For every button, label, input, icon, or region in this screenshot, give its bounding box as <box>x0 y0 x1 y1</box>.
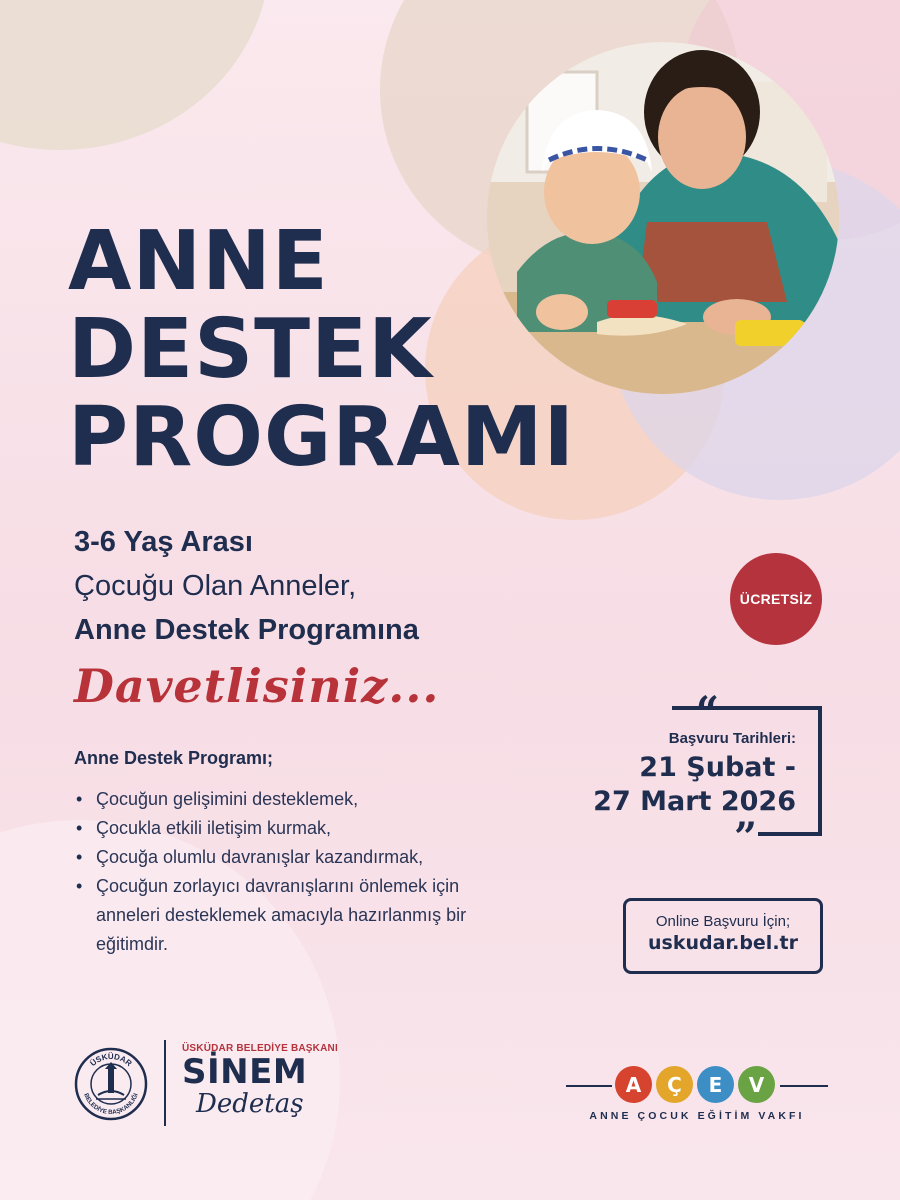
acev-letters <box>615 1066 775 1103</box>
title-line-2: DESTEK <box>68 302 433 397</box>
application-dates <box>593 688 826 861</box>
title-line-3: PROGRAMI <box>68 390 575 485</box>
footer-divider <box>164 1040 166 1126</box>
acev-full-name: ANNE ÇOCUK EĞİTİM VAKFI <box>589 1110 805 1122</box>
mayor-title: ÜSKÜDAR BELEDİYE BAŞKANI <box>182 1043 338 1054</box>
list-item: • Çocuğun gelişimini desteklemek, <box>74 785 494 814</box>
program-description <box>74 748 494 959</box>
acev-letter-v: V <box>738 1066 775 1103</box>
free-badge-label: ÜCRETSİZ <box>739 591 813 607</box>
mayor-logo <box>182 1043 338 1119</box>
list-item: • Çocukla etkili iletişim kurmak, <box>74 814 494 843</box>
dates-start: 21 Şubat - <box>639 752 796 783</box>
close-quote-icon: ” <box>734 814 758 861</box>
invite-age-range: 3-6 Yaş Arası <box>74 526 253 558</box>
invitation-text <box>74 520 439 716</box>
seal-top-text: ÜSKÜDAR <box>88 1051 134 1069</box>
list-item: • Çocuğun zorlayıcı davranışlarını önlemek için anneleri desteklemek amacıyla hazırlanmış bir eğitimdir. <box>74 872 494 959</box>
mayor-signature: Dedetaş <box>196 1089 304 1119</box>
program-list <box>74 785 494 959</box>
acev-line-left <box>566 1085 612 1087</box>
invite-script: Davetlisiniz... <box>74 659 440 713</box>
dates-label: Başvuru Tarihleri: <box>668 730 796 747</box>
acev-letter-a: A <box>615 1066 652 1103</box>
title-line-1: ANNE <box>68 214 329 309</box>
online-label: Online Başvuru İçin; <box>655 913 791 930</box>
online-application-box <box>623 898 823 974</box>
acev-logo <box>566 1066 828 1126</box>
program-heading: Anne Destek Programı; <box>74 748 274 768</box>
mayor-name: SİNEM <box>182 1052 308 1092</box>
uskudar-municipality-logo <box>74 1047 148 1121</box>
acev-letter-c: Ç <box>656 1066 693 1103</box>
online-url-link[interactable]: uskudar.bel.tr <box>648 932 798 954</box>
seal-bottom-text: BELEDİYE BAŞKANLIĞI <box>82 1092 140 1117</box>
acev-line-right <box>780 1085 828 1087</box>
invite-program: Anne Destek Programına <box>74 614 419 646</box>
dates-end: 27 Mart 2026 <box>593 786 796 817</box>
bg-blob-beige <box>0 0 270 150</box>
main-title <box>68 214 575 485</box>
free-badge <box>730 553 822 645</box>
list-item: • Çocuğa olumlu davranışlar kazandırmak, <box>74 843 494 872</box>
municipality-seal-icon <box>74 1047 148 1121</box>
acev-letter-e: E <box>697 1066 734 1103</box>
invite-audience: Çocuğu Olan Anneler, <box>74 570 357 602</box>
open-quote-icon: “ <box>696 688 720 735</box>
